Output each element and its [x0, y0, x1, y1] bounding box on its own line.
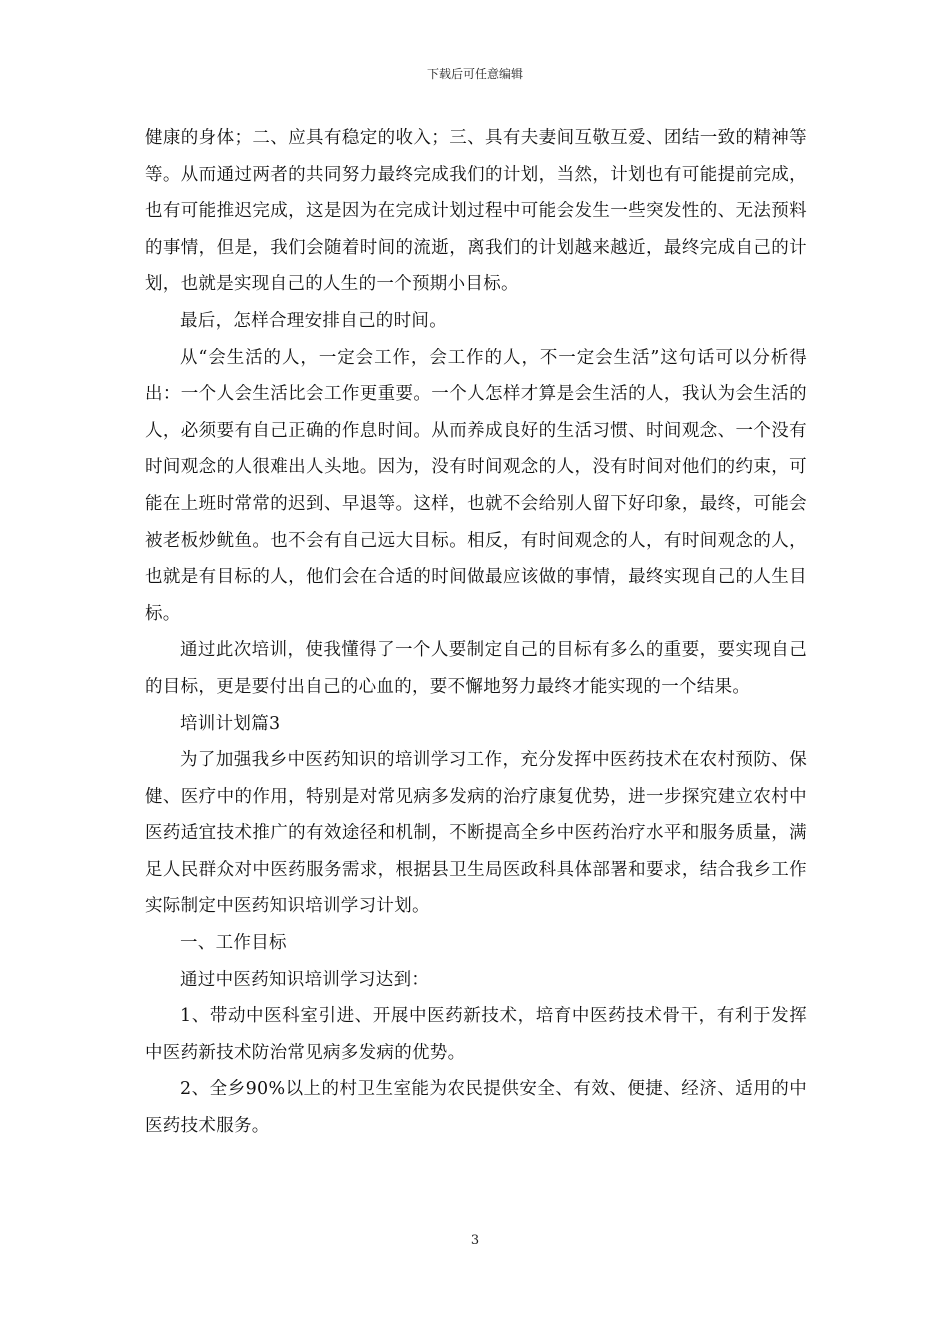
paragraph-goals-intro: 通过中医药知识培训学习达到： [180, 969, 430, 990]
page-number: 3 [470, 1233, 480, 1248]
paragraph-training-summary: 通过此次培训，使我懂得了一个人要制定自己的目标有多么的重要，要实现自己的目标，更是要付出自己的心血的，要不懈地努力最终才能实现的一个结果。 [145, 640, 807, 697]
document-body [145, 120, 807, 1145]
list-item-goal-2: 2、全乡90%以上的村卫生室能为农民提供安全、有效、便捷、经济、适用的中医药技术服务。 [145, 1079, 807, 1137]
paragraph-time-heading: 最后，怎样合理安排自己的时间。 [180, 310, 447, 331]
list-item-goal-1: 1、带动中医科室引进、开展中医药新技术，培育中医药技术骨干，有利于发挥中医药新技术防治常见病多发病的优势。 [145, 1006, 807, 1063]
paragraph-tcm-intro: 为了加强我乡中医药知识的培训学习工作，充分发挥中医药技术在农村预防、保健、医疗中的作用，特别是对常见病多发病的治疗康复优势，进一步探究建立农村中医药适宜技术推广的有效途径和机制，不断提高全乡中医药治疗水平和服务质量，满足人民群众对中医药服务需求，根据县卫生局医政科具体部署和要求，结合我乡工作实际制定中医药知识培训学习计划。 [145, 750, 807, 917]
page-header: 下载后可任意编辑 [426, 67, 523, 81]
section-title-training-plan-3: 培训计划篇3 [180, 713, 281, 734]
paragraph-live-work: 从“会生活的人，一定会工作，会工作的人，不一定会生活”这句话可以分析得出：一个人会生活比会工作更重要。一个人怎样才算是会生活的人，我认为会生活的人，必须要有自己正确的作息时间。从而养成良好的生活习惯、时间观念、一个没有时间观念的人很难出人头地。因为，没有时间观念的人，没有时间对他们的约束，可能在上班时常常的迟到、早退等。这样，也就不会给别人留下好印象，最终，可能会被老板炒鱿鱼。也不会有自己远大目标。相反，有时间观念的人，有时间观念的人，也就是有目标的人，他们会在合适的时间做最应该做的事情，最终实现自己的人生目标。 [145, 347, 807, 624]
paragraph-health-income: 健康的身体；二、应具有稳定的收入；三、具有夫妻间互敬互爱、团结一致的精神等等。从而通过两者的共同努力最终完成我们的计划，当然，计划也有可能提前完成，也有可能推迟完成，这是因为在完成计划过程中可能会发生一些突发性的、无法预料的事情，但是，我们会随着时间的流逝，离我们的计划越来越近，最终完成自己的计划，也就是实现自己的人生的一个预期小目标。 [145, 128, 807, 295]
heading-work-goals: 一、工作目标 [180, 933, 287, 954]
